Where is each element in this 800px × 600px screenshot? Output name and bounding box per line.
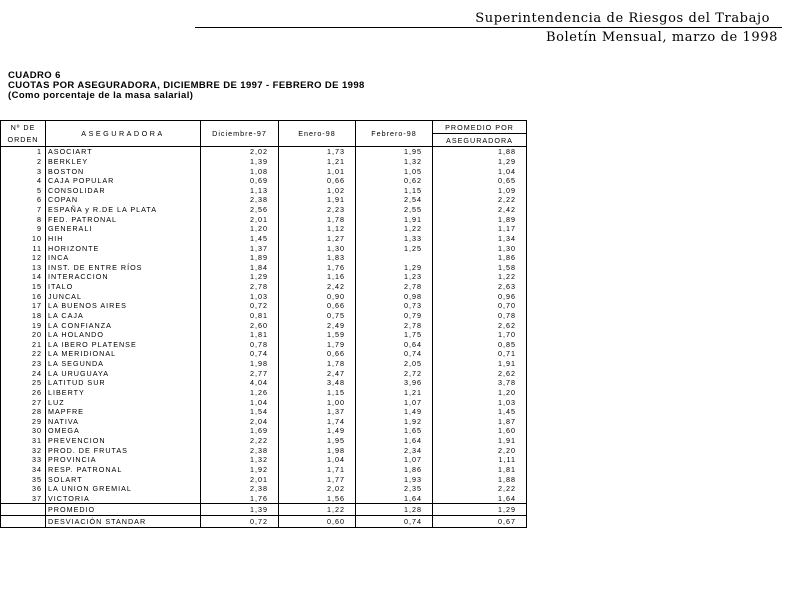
december-cell: 2,38 [201, 484, 279, 494]
february-cell: 0,64 [356, 340, 433, 350]
table-row [1, 147, 527, 157]
average-cell: 1,89 [433, 214, 527, 224]
january-cell: 1,98 [279, 445, 356, 455]
average-cell: 0,70 [433, 301, 527, 311]
december-cell: 1,45 [201, 234, 279, 244]
header-insurer: ASEGURADORA [46, 121, 201, 147]
february-cell: 1,15 [356, 186, 433, 196]
order-cell: 24 [1, 368, 46, 378]
table-row [1, 263, 527, 273]
table-row [1, 484, 527, 494]
december-cell: 2,04 [201, 417, 279, 427]
order-cell: 29 [1, 417, 46, 427]
january-cell: 2,47 [279, 368, 356, 378]
february-cell: 1,07 [356, 397, 433, 407]
december-cell: 1,89 [201, 253, 279, 263]
average-cell: 1,30 [433, 243, 527, 253]
january-cell: 2,02 [279, 484, 356, 494]
february-cell: 2,72 [356, 368, 433, 378]
desviacion-row-label: DESVIACIÓN STANDAR [46, 516, 201, 528]
table-row [1, 282, 527, 292]
december-cell: 1,81 [201, 330, 279, 340]
insurer-cell: ASOCIART [46, 147, 201, 157]
february-cell: 1,64 [356, 436, 433, 446]
promedio-row-avg-cell: 1,29 [433, 504, 527, 516]
average-cell: 0,85 [433, 340, 527, 350]
order-cell: 9 [1, 224, 46, 234]
december-cell: 1,84 [201, 263, 279, 273]
january-cell: 1,16 [279, 272, 356, 282]
header-average-line1: PROMEDIO POR [433, 121, 527, 134]
january-cell: 1,71 [279, 465, 356, 475]
average-cell: 1,81 [433, 465, 527, 475]
january-cell: 0,66 [279, 301, 356, 311]
january-cell: 1,59 [279, 330, 356, 340]
insurer-cell: PROVINCIA [46, 455, 201, 465]
order-cell: 34 [1, 465, 46, 475]
table-row [1, 455, 527, 465]
january-cell: 0,66 [279, 176, 356, 186]
bulletin-title: Boletín Mensual, marzo de 1998 [545, 30, 778, 45]
february-cell: 0,73 [356, 301, 433, 311]
december-cell: 1,76 [201, 494, 279, 504]
table-row [1, 494, 527, 504]
table-row [1, 253, 527, 263]
header-january: Enero-98 [279, 121, 356, 147]
table-row [1, 426, 527, 436]
average-cell: 1,60 [433, 426, 527, 436]
february-cell: 1,29 [356, 263, 433, 273]
february-cell: 1,23 [356, 272, 433, 282]
average-cell: 1,17 [433, 224, 527, 234]
december-cell: 2,02 [201, 147, 279, 157]
order-cell: 31 [1, 436, 46, 446]
insurer-cell: LA SEGUNDA [46, 359, 201, 369]
order-cell: 25 [1, 378, 46, 388]
january-cell: 1,77 [279, 474, 356, 484]
insurer-cell: LA CONFIANZA [46, 320, 201, 330]
order-cell: 19 [1, 320, 46, 330]
average-cell: 1,86 [433, 253, 527, 263]
february-cell: 1,22 [356, 224, 433, 234]
order-cell: 20 [1, 330, 46, 340]
average-cell: 1,03 [433, 397, 527, 407]
insurer-cell: LA CAJA [46, 311, 201, 321]
january-cell: 1,21 [279, 157, 356, 167]
average-cell: 1,09 [433, 186, 527, 196]
december-cell: 2,01 [201, 474, 279, 484]
january-cell: 1,78 [279, 214, 356, 224]
january-cell: 1,15 [279, 388, 356, 398]
january-cell: 1,91 [279, 195, 356, 205]
february-cell: 2,35 [356, 484, 433, 494]
december-cell: 2,38 [201, 445, 279, 455]
insurer-cell: CAJA POPULAR [46, 176, 201, 186]
order-cell: 15 [1, 282, 46, 292]
desviacion-row-avg-cell: 0,67 [433, 516, 527, 528]
table-row [1, 465, 527, 475]
december-cell: 0,69 [201, 176, 279, 186]
order-cell: 11 [1, 243, 46, 253]
quotas-table [0, 120, 527, 528]
january-cell: 1,78 [279, 359, 356, 369]
february-cell: 3,96 [356, 378, 433, 388]
insurer-cell: LATITUD SUR [46, 378, 201, 388]
average-cell: 1,20 [433, 388, 527, 398]
header-december: Diciembre-97 [201, 121, 279, 147]
insurer-cell: BOSTON [46, 166, 201, 176]
january-cell: 1,04 [279, 455, 356, 465]
december-cell: 0,78 [201, 340, 279, 350]
february-cell: 1,95 [356, 147, 433, 157]
insurer-cell: VICTORIA [46, 494, 201, 504]
average-cell: 2,22 [433, 484, 527, 494]
january-cell: 1,56 [279, 494, 356, 504]
desviacion-row [1, 516, 527, 528]
december-cell: 1,03 [201, 291, 279, 301]
average-cell: 2,62 [433, 320, 527, 330]
promedio-row-feb-cell: 1,28 [356, 504, 433, 516]
table-row [1, 417, 527, 427]
order-cell: 36 [1, 484, 46, 494]
average-cell: 1,29 [433, 157, 527, 167]
december-cell: 1,08 [201, 166, 279, 176]
february-cell: 1,21 [356, 388, 433, 398]
promedio-row-jan-cell: 1,22 [279, 504, 356, 516]
table-row [1, 205, 527, 215]
order-cell: 35 [1, 474, 46, 484]
table-row [1, 291, 527, 301]
order-cell: 18 [1, 311, 46, 321]
january-cell: 1,02 [279, 186, 356, 196]
table-row [1, 474, 527, 484]
insurer-cell: MAPFRE [46, 407, 201, 417]
average-cell: 3,78 [433, 378, 527, 388]
december-cell: 1,69 [201, 426, 279, 436]
insurer-cell: INCA [46, 253, 201, 263]
insurer-cell: CONSOLIDAR [46, 186, 201, 196]
february-cell: 1,32 [356, 157, 433, 167]
february-cell: 1,33 [356, 234, 433, 244]
february-cell: 0,74 [356, 349, 433, 359]
header-february: Febrero-98 [356, 121, 433, 147]
header-order-line2: ORDEN [7, 134, 39, 144]
average-cell: 2,62 [433, 368, 527, 378]
table-row [1, 397, 527, 407]
order-cell: 22 [1, 349, 46, 359]
january-cell: 1,74 [279, 417, 356, 427]
insurer-cell: INST. DE ENTRE RÍOS [46, 263, 201, 273]
february-cell: 0,79 [356, 311, 433, 321]
table-row [1, 407, 527, 417]
february-cell: 2,34 [356, 445, 433, 455]
insurer-cell: LIBERTY [46, 388, 201, 398]
average-cell: 1,88 [433, 474, 527, 484]
december-cell: 1,39 [201, 157, 279, 167]
january-cell: 0,75 [279, 311, 356, 321]
header-order-line1: Nº DE [10, 122, 36, 132]
january-cell: 1,83 [279, 253, 356, 263]
insurer-cell: PROD. DE FRUTAS [46, 445, 201, 455]
order-cell: 30 [1, 426, 46, 436]
order-cell: 7 [1, 205, 46, 215]
order-cell: 17 [1, 301, 46, 311]
february-cell: 1,25 [356, 243, 433, 253]
february-cell: 2,78 [356, 320, 433, 330]
average-cell: 2,20 [433, 445, 527, 455]
table-title: CUOTAS POR ASEGURADORA, DICIEMBRE DE 1997 - FEBRERO DE 1998 [8, 80, 365, 91]
insurer-cell: PREVENCION [46, 436, 201, 446]
table-row [1, 272, 527, 282]
december-cell: 2,78 [201, 282, 279, 292]
insurer-cell: LA HOLANDO [46, 330, 201, 340]
december-cell: 1,92 [201, 465, 279, 475]
february-cell: 2,54 [356, 195, 433, 205]
table-row [1, 320, 527, 330]
insurer-cell: GENERALI [46, 224, 201, 234]
header-row-top [1, 121, 527, 134]
january-cell: 1,30 [279, 243, 356, 253]
order-cell: 10 [1, 234, 46, 244]
order-cell: 4 [1, 176, 46, 186]
february-cell: 1,05 [356, 166, 433, 176]
average-cell: 0,96 [433, 291, 527, 301]
december-cell: 2,60 [201, 320, 279, 330]
insurer-cell: LUZ [46, 397, 201, 407]
order-cell: 12 [1, 253, 46, 263]
average-cell: 1,22 [433, 272, 527, 282]
table-row [1, 214, 527, 224]
february-cell: 1,93 [356, 474, 433, 484]
december-cell: 0,72 [201, 301, 279, 311]
february-cell: 1,65 [356, 426, 433, 436]
table-row [1, 311, 527, 321]
table-row [1, 436, 527, 446]
december-cell: 1,13 [201, 186, 279, 196]
table-row [1, 176, 527, 186]
january-cell: 1,12 [279, 224, 356, 234]
january-cell: 1,49 [279, 426, 356, 436]
insurer-cell: NATIVA [46, 417, 201, 427]
december-cell: 1,32 [201, 455, 279, 465]
february-cell: 2,05 [356, 359, 433, 369]
average-cell: 2,63 [433, 282, 527, 292]
insurer-cell: LA MERIDIONAL [46, 349, 201, 359]
february-cell: 2,78 [356, 282, 433, 292]
average-cell: 1,11 [433, 455, 527, 465]
december-cell: 2,22 [201, 436, 279, 446]
order-cell: 6 [1, 195, 46, 205]
average-cell: 0,78 [433, 311, 527, 321]
average-cell: 1,87 [433, 417, 527, 427]
december-cell: 1,20 [201, 224, 279, 234]
header-average-line2: ASEGURADORA [433, 134, 527, 147]
average-cell: 0,65 [433, 176, 527, 186]
average-cell: 1,45 [433, 407, 527, 417]
order-cell: 13 [1, 263, 46, 273]
organization-title: Superintendencia de Riesgos del Trabajo [475, 11, 770, 26]
table-row [1, 195, 527, 205]
february-cell [356, 253, 433, 263]
insurer-cell: INTERACCION [46, 272, 201, 282]
insurer-cell: LA UNION GREMIAL [46, 484, 201, 494]
january-cell: 1,73 [279, 147, 356, 157]
insurer-cell: LA BUENOS AIRES [46, 301, 201, 311]
insurer-cell: FED. PATRONAL [46, 214, 201, 224]
december-cell: 2,77 [201, 368, 279, 378]
insurer-cell: HORIZONTE [46, 243, 201, 253]
average-cell: 1,91 [433, 359, 527, 369]
february-cell: 2,55 [356, 205, 433, 215]
january-cell: 1,79 [279, 340, 356, 350]
desviacion-row-jan-cell: 0,60 [279, 516, 356, 528]
december-cell: 0,81 [201, 311, 279, 321]
february-cell: 1,49 [356, 407, 433, 417]
insurer-cell: HIH [46, 234, 201, 244]
promedio-row [1, 504, 527, 516]
empty-cell [1, 504, 46, 516]
insurer-cell: LA URUGUAYA [46, 368, 201, 378]
order-cell: 3 [1, 166, 46, 176]
december-cell: 2,56 [201, 205, 279, 215]
order-cell: 21 [1, 340, 46, 350]
average-cell: 1,58 [433, 263, 527, 273]
average-cell: 1,91 [433, 436, 527, 446]
january-cell: 1,95 [279, 436, 356, 446]
promedio-row-label: PROMEDIO [46, 504, 201, 516]
table-row [1, 445, 527, 455]
desviacion-row-dec-cell: 0,72 [201, 516, 279, 528]
january-cell: 1,00 [279, 397, 356, 407]
table-row [1, 340, 527, 350]
february-cell: 1,07 [356, 455, 433, 465]
january-cell: 2,49 [279, 320, 356, 330]
december-cell: 1,98 [201, 359, 279, 369]
average-cell: 2,22 [433, 195, 527, 205]
table-body [1, 147, 527, 528]
table-row [1, 186, 527, 196]
order-cell: 26 [1, 388, 46, 398]
table-row [1, 301, 527, 311]
january-cell: 3,48 [279, 378, 356, 388]
desviacion-row-feb-cell: 0,74 [356, 516, 433, 528]
table-row [1, 378, 527, 388]
january-cell: 1,01 [279, 166, 356, 176]
january-cell: 1,37 [279, 407, 356, 417]
order-cell: 27 [1, 397, 46, 407]
february-cell: 1,91 [356, 214, 433, 224]
table-row [1, 234, 527, 244]
insurer-cell: LA IBERO PLATENSE [46, 340, 201, 350]
table-row [1, 388, 527, 398]
february-cell: 1,64 [356, 494, 433, 504]
insurer-cell: RESP. PATRONAL [46, 465, 201, 475]
january-cell: 2,23 [279, 205, 356, 215]
order-cell: 28 [1, 407, 46, 417]
promedio-row-dec-cell: 1,39 [201, 504, 279, 516]
table-row [1, 330, 527, 340]
january-cell: 1,27 [279, 234, 356, 244]
february-cell: 1,75 [356, 330, 433, 340]
order-cell: 32 [1, 445, 46, 455]
january-cell: 1,76 [279, 263, 356, 273]
order-cell: 14 [1, 272, 46, 282]
insurer-cell: COPAN [46, 195, 201, 205]
average-cell: 0,71 [433, 349, 527, 359]
table-row [1, 368, 527, 378]
table-row [1, 349, 527, 359]
table-row [1, 157, 527, 167]
header-divider [195, 27, 782, 28]
average-cell: 2,42 [433, 205, 527, 215]
january-cell: 0,66 [279, 349, 356, 359]
december-cell: 1,37 [201, 243, 279, 253]
insurer-cell: ESPAÑA y R.DE LA PLATA [46, 205, 201, 215]
order-cell: 5 [1, 186, 46, 196]
december-cell: 0,74 [201, 349, 279, 359]
order-cell: 1 [1, 147, 46, 157]
header-order [1, 121, 46, 147]
january-cell: 0,90 [279, 291, 356, 301]
order-cell: 23 [1, 359, 46, 369]
average-cell: 1,70 [433, 330, 527, 340]
average-cell: 1,64 [433, 494, 527, 504]
insurer-cell: OMEGA [46, 426, 201, 436]
insurer-cell: JUNCAL [46, 291, 201, 301]
december-cell: 1,04 [201, 397, 279, 407]
january-cell: 2,42 [279, 282, 356, 292]
average-cell: 1,04 [433, 166, 527, 176]
order-cell: 2 [1, 157, 46, 167]
average-cell: 1,34 [433, 234, 527, 244]
order-cell: 37 [1, 494, 46, 504]
order-cell: 33 [1, 455, 46, 465]
december-cell: 2,38 [201, 195, 279, 205]
insurer-cell: BERKLEY [46, 157, 201, 167]
december-cell: 2,01 [201, 214, 279, 224]
order-cell: 8 [1, 214, 46, 224]
december-cell: 1,29 [201, 272, 279, 282]
table-row [1, 166, 527, 176]
february-cell: 1,86 [356, 465, 433, 475]
insurer-cell: ITALO [46, 282, 201, 292]
table-row [1, 243, 527, 253]
december-cell: 1,54 [201, 407, 279, 417]
december-cell: 4,04 [201, 378, 279, 388]
table-row [1, 359, 527, 369]
insurer-cell: SOLART [46, 474, 201, 484]
empty-cell [1, 516, 46, 528]
february-cell: 0,98 [356, 291, 433, 301]
table-subtitle: (Como porcentaje de la masa salarial) [8, 90, 194, 101]
average-cell: 1,88 [433, 147, 527, 157]
table-number: CUADRO 6 [8, 70, 61, 81]
february-cell: 1,92 [356, 417, 433, 427]
december-cell: 1,26 [201, 388, 279, 398]
order-cell: 16 [1, 291, 46, 301]
february-cell: 0,62 [356, 176, 433, 186]
table-row [1, 224, 527, 234]
